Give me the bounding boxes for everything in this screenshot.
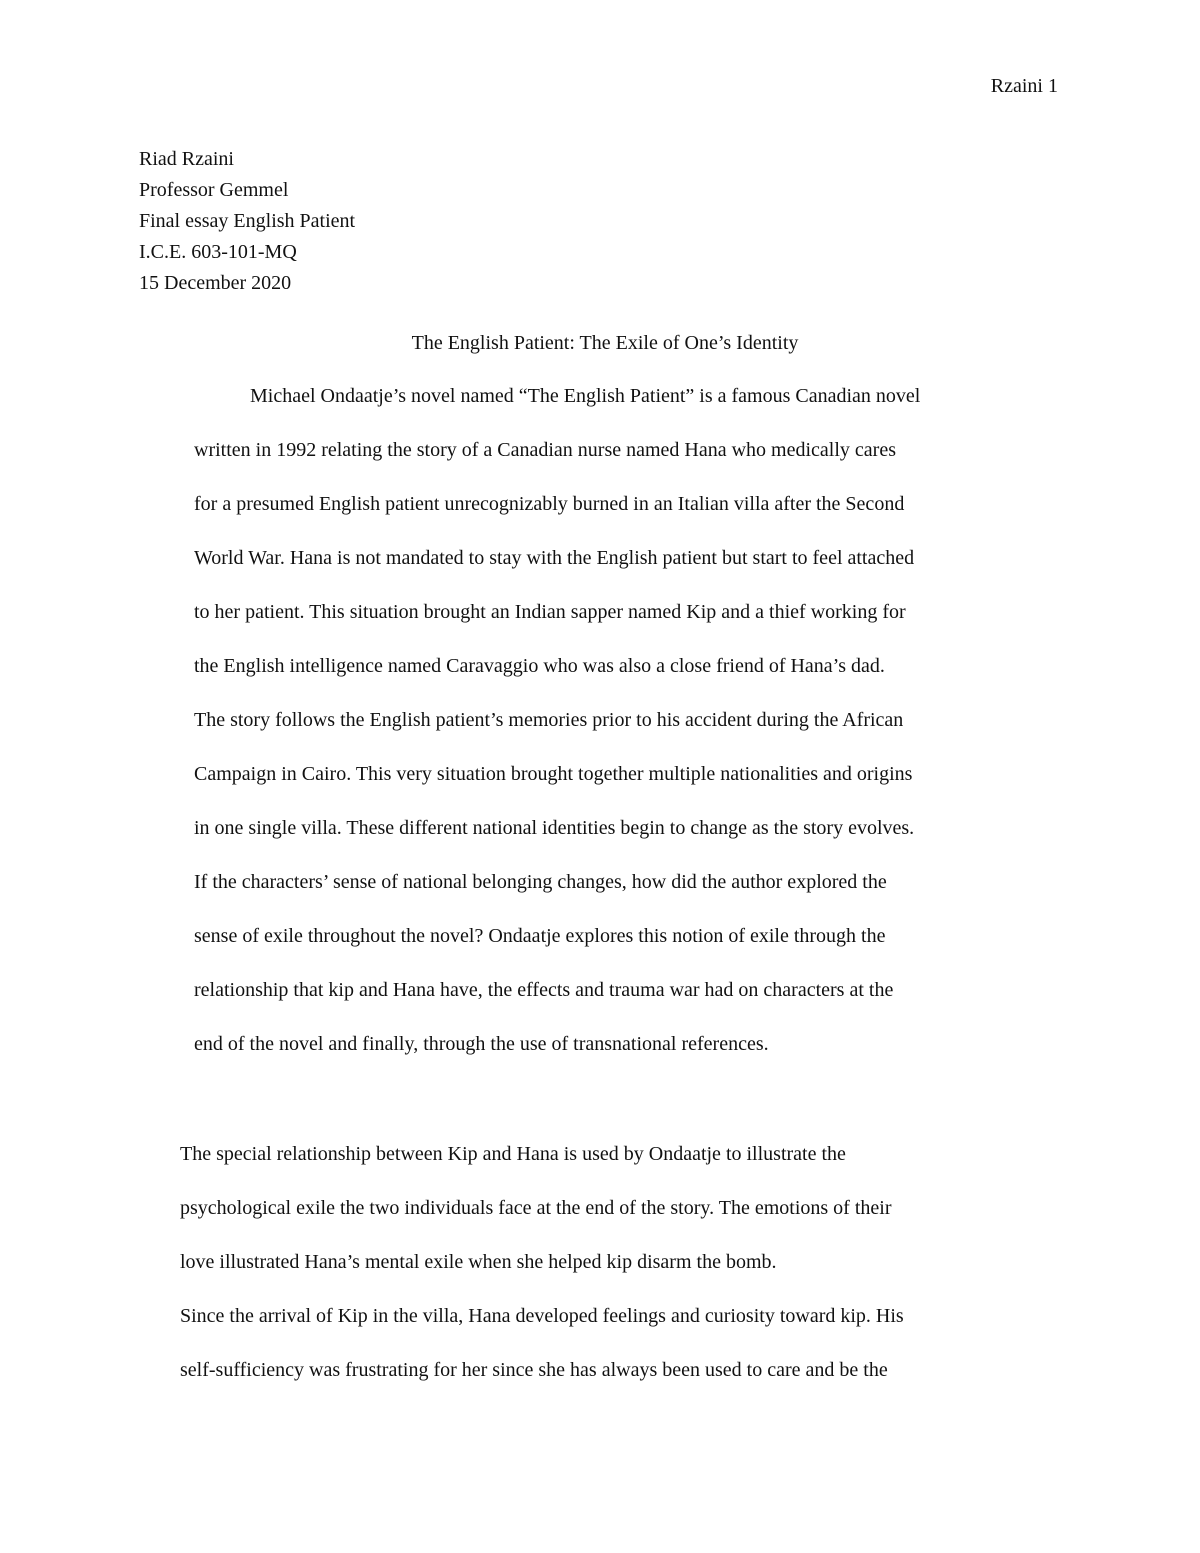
intro-line: for a presumed English patient unrecognizably burned in an Italian villa after the Second xyxy=(194,493,905,515)
intro-line: World War. Hana is not mandated to stay with the English patient but start to feel attached xyxy=(194,547,915,569)
body-line: Since the arrival of Kip in the villa, Hana developed feelings and curiosity toward kip. His xyxy=(180,1305,904,1327)
body-line: The special relationship between Kip and Hana is used by Ondaatje to illustrate the xyxy=(180,1143,846,1165)
intro-line: sense of exile throughout the novel? Ondaatje explores this notion of exile through the xyxy=(194,925,886,947)
intro-paragraph xyxy=(194,383,920,1085)
student-name: Riad Rzaini xyxy=(139,148,234,170)
body-line: self-sufficiency was frustrating for her since she has always been used to care and be the xyxy=(180,1359,888,1381)
intro-line: written in 1992 relating the story of a Canadian nurse named Hana who medically cares xyxy=(194,439,896,461)
intro-line: Michael Ondaatje’s novel named “The English Patient” is a famous Canadian novel xyxy=(250,385,921,407)
course-code: I.C.E. 603-101-MQ xyxy=(139,241,297,263)
body-paragraph xyxy=(180,1141,904,1411)
intro-line: If the characters’ sense of national belonging changes, how did the author explored the xyxy=(194,871,887,893)
professor-name: Professor Gemmel xyxy=(139,179,289,201)
essay-title: The English Patient: The Exile of One’s Identity xyxy=(411,332,799,354)
body-line: love illustrated Hana’s mental exile when she helped kip disarm the bomb. xyxy=(180,1251,777,1273)
essay-date: 15 December 2020 xyxy=(139,272,292,294)
intro-line: to her patient. This situation brought an Indian sapper named Kip and a thief working for xyxy=(194,601,906,623)
intro-line: end of the novel and finally, through the use of transnational references. xyxy=(194,1033,769,1055)
assignment-name: Final essay English Patient xyxy=(139,210,356,232)
intro-line: in one single villa. These different national identities begin to change as the story evolves. xyxy=(194,817,915,839)
mla-heading xyxy=(139,144,355,299)
body-line: psychological exile the two individuals face at the end of the story. The emotions of their xyxy=(180,1197,892,1219)
intro-line: relationship that kip and Hana have, the effects and trauma war had on characters at the xyxy=(194,979,894,1001)
intro-line: the English intelligence named Caravaggio who was also a close friend of Hana’s dad. xyxy=(194,655,885,677)
intro-line: Campaign in Cairo. This very situation brought together multiple nationalities and origins xyxy=(194,763,913,785)
intro-line: The story follows the English patient’s memories prior to his accident during the African xyxy=(194,709,904,731)
running-head: Rzaini 1 xyxy=(990,75,1058,97)
